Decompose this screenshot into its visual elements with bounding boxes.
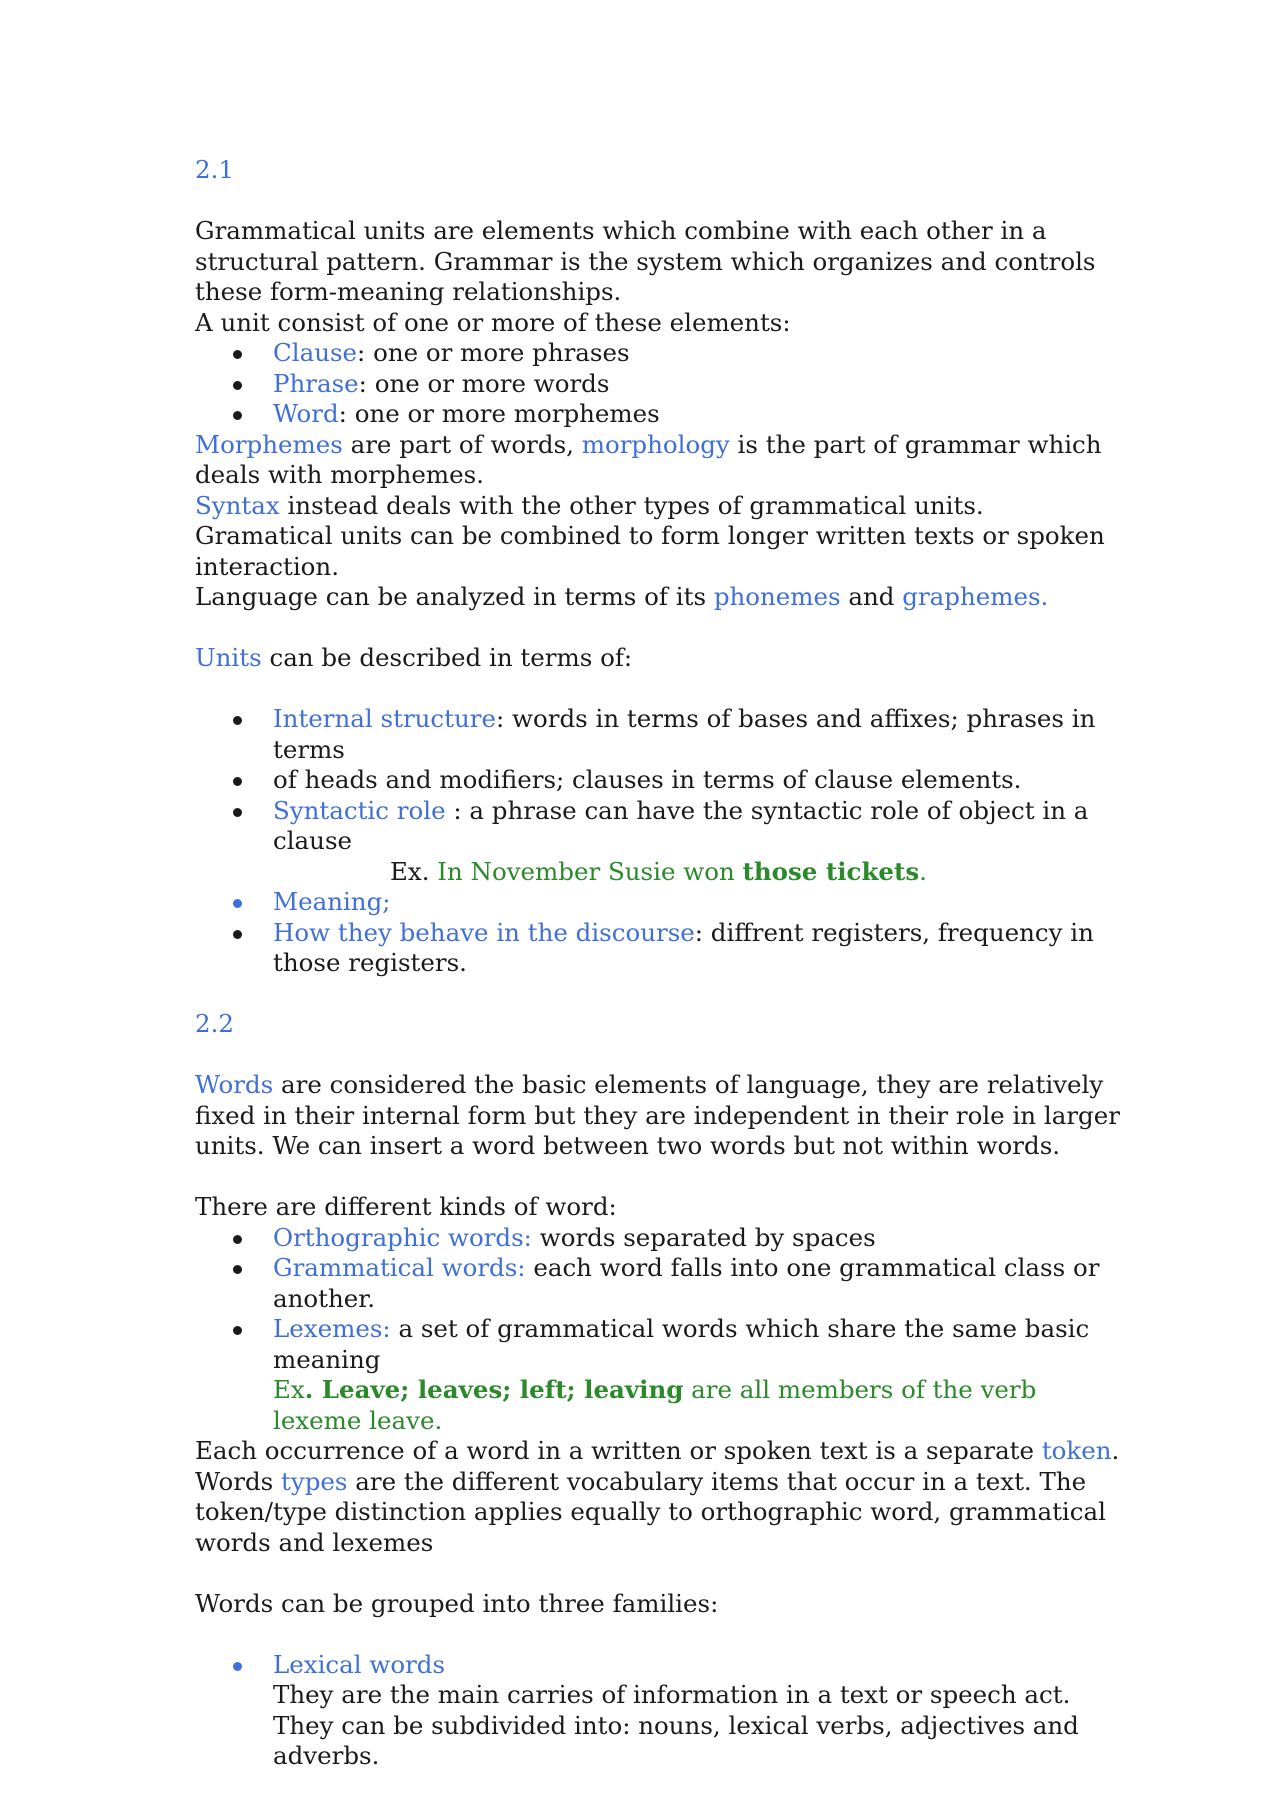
word-kinds-list xyxy=(195,1223,1125,1376)
paragraph-grammatical-units: Grammatical units are elements which combine with each other in a structural pattern. Grammar is the system which organizes and controls these form-meaning relationships. xyxy=(195,216,1096,306)
text-run: Each occurrence of a word in a written or spoken text is a separate xyxy=(195,1436,1042,1465)
word-families-list xyxy=(195,1650,1125,1772)
term: Grammatical words: xyxy=(273,1253,526,1282)
term: phonemes xyxy=(713,582,841,611)
unit-elements-list xyxy=(195,338,1125,430)
paragraph-language xyxy=(195,582,1125,613)
term-description: : words in terms of bases and affixes; phrases in terms xyxy=(273,704,1096,764)
term-description: : one or more phrases xyxy=(357,338,630,367)
term: Syntax xyxy=(195,490,280,520)
bullet-icon xyxy=(233,930,242,939)
unit-description-list-cont xyxy=(195,887,1125,979)
bullet-icon xyxy=(233,381,242,390)
list-item xyxy=(195,765,1125,796)
paragraph-units-described xyxy=(195,643,1125,674)
term-description: : one or more words xyxy=(358,368,610,398)
example-text: are all members of the verb lexeme leave. xyxy=(273,1375,1037,1435)
example-label: Ex. xyxy=(390,856,438,886)
bullet-icon xyxy=(233,899,242,908)
term-description: : a phrase can have the syntactic role of object in a clause xyxy=(273,795,1089,855)
list-item xyxy=(195,796,1125,857)
text-run: instead deals with the other types of grammatical units. xyxy=(279,490,984,520)
term: Lexemes: xyxy=(273,1314,391,1343)
term: Syntactic role xyxy=(273,795,446,825)
text-run: . Words xyxy=(195,1436,1120,1496)
term-description: words separated by spaces xyxy=(531,1222,876,1252)
example-label: Ex xyxy=(273,1375,305,1404)
text-run: are the different vocabulary items that occur in a text. The token/type distinction applies equally to orthographic word, grammatical words and lexemes xyxy=(195,1466,1106,1557)
bullet-icon xyxy=(233,350,242,359)
term: graphemes. xyxy=(902,582,1049,611)
text-run: can be described in terms of: xyxy=(261,643,633,672)
term-description: : diffrent registers, frequency in those registers. xyxy=(273,917,1094,977)
list-item xyxy=(195,369,1125,400)
text-run: are part of words, xyxy=(342,429,582,459)
term: Meaning; xyxy=(273,887,391,916)
section-2-2-title: 2.2 xyxy=(195,1009,234,1038)
paragraph-families-intro: Words can be grouped into three families: xyxy=(195,1588,719,1618)
list-item xyxy=(195,887,1125,918)
section-2-1-title: 2.1 xyxy=(195,155,234,184)
text-run: and xyxy=(840,582,903,611)
example-text: In November Susie won xyxy=(437,856,743,886)
bullet-icon xyxy=(233,1265,242,1274)
term-description: each word falls into one grammatical class or another. xyxy=(273,1253,1100,1313)
term: morphology xyxy=(581,429,730,459)
bullet-icon xyxy=(233,411,242,420)
bullet-icon xyxy=(233,716,242,725)
paragraph-unit-consist: A unit consist of one or more of these elements: xyxy=(195,307,791,337)
list-item xyxy=(195,1223,1125,1254)
example-highlight: . Leave; leaves; left; leaving xyxy=(304,1375,684,1404)
document-page xyxy=(195,155,1125,1772)
bullet-icon xyxy=(233,1662,242,1671)
paragraph-token-type xyxy=(195,1436,1125,1558)
text-run: Language can be analyzed in terms of its xyxy=(195,582,714,611)
list-item xyxy=(195,1314,1125,1375)
paragraph-syntax xyxy=(195,491,1125,522)
term: Lexical words xyxy=(273,1649,446,1679)
term: Clause xyxy=(273,338,358,367)
term: Words xyxy=(195,1070,274,1099)
example-syntactic-role xyxy=(195,857,1125,888)
term: token xyxy=(1041,1436,1112,1465)
term: Internal structure xyxy=(273,704,496,733)
list-item xyxy=(195,1650,1125,1772)
list-item xyxy=(195,399,1125,430)
text-run: is the part of grammar which deals with morphemes. xyxy=(195,429,1102,489)
text-run: are considered the basic elements of language, they are relatively fixed in their internal form but they are independent in their role in larger units. We can insert a word between two words but not within words. xyxy=(195,1070,1120,1160)
example-lexeme xyxy=(195,1375,1125,1436)
paragraph-words xyxy=(195,1070,1125,1162)
term-description: of heads and modifiers; clauses in terms of clause elements. xyxy=(273,765,1022,794)
paragraph-morphemes xyxy=(195,430,1125,491)
example-text: . xyxy=(919,856,927,886)
term: types xyxy=(281,1466,348,1496)
term: How they behave in the discourse xyxy=(273,917,695,947)
bullet-icon xyxy=(233,777,242,786)
example-highlight: those tickets xyxy=(742,856,920,886)
bullet-icon xyxy=(233,1326,242,1335)
bullet-icon xyxy=(233,808,242,817)
list-item xyxy=(195,1253,1125,1314)
list-item xyxy=(195,918,1125,979)
term: Word xyxy=(273,399,339,428)
term-description: They are the main carries of information in a text or speech act. They can be subdivided into: nouns, lexical verbs, adjectives and adverbs. xyxy=(273,1680,1079,1770)
unit-description-list xyxy=(195,704,1125,857)
paragraph-combined-units: Gramatical units can be combined to form longer written texts or spoken interaction. xyxy=(195,521,1105,581)
term: Morphemes xyxy=(195,429,343,459)
term: Units xyxy=(195,643,262,672)
term: Orthographic words: xyxy=(273,1222,532,1252)
term-description: : one or more morphemes xyxy=(338,399,660,428)
paragraph-kinds-intro: There are different kinds of word: xyxy=(195,1192,617,1221)
bullet-icon xyxy=(233,1235,242,1244)
term-description: a set of grammatical words which share the same basic meaning xyxy=(273,1314,1090,1374)
list-item xyxy=(195,704,1125,765)
term: Phrase xyxy=(273,368,359,398)
list-item xyxy=(195,338,1125,369)
